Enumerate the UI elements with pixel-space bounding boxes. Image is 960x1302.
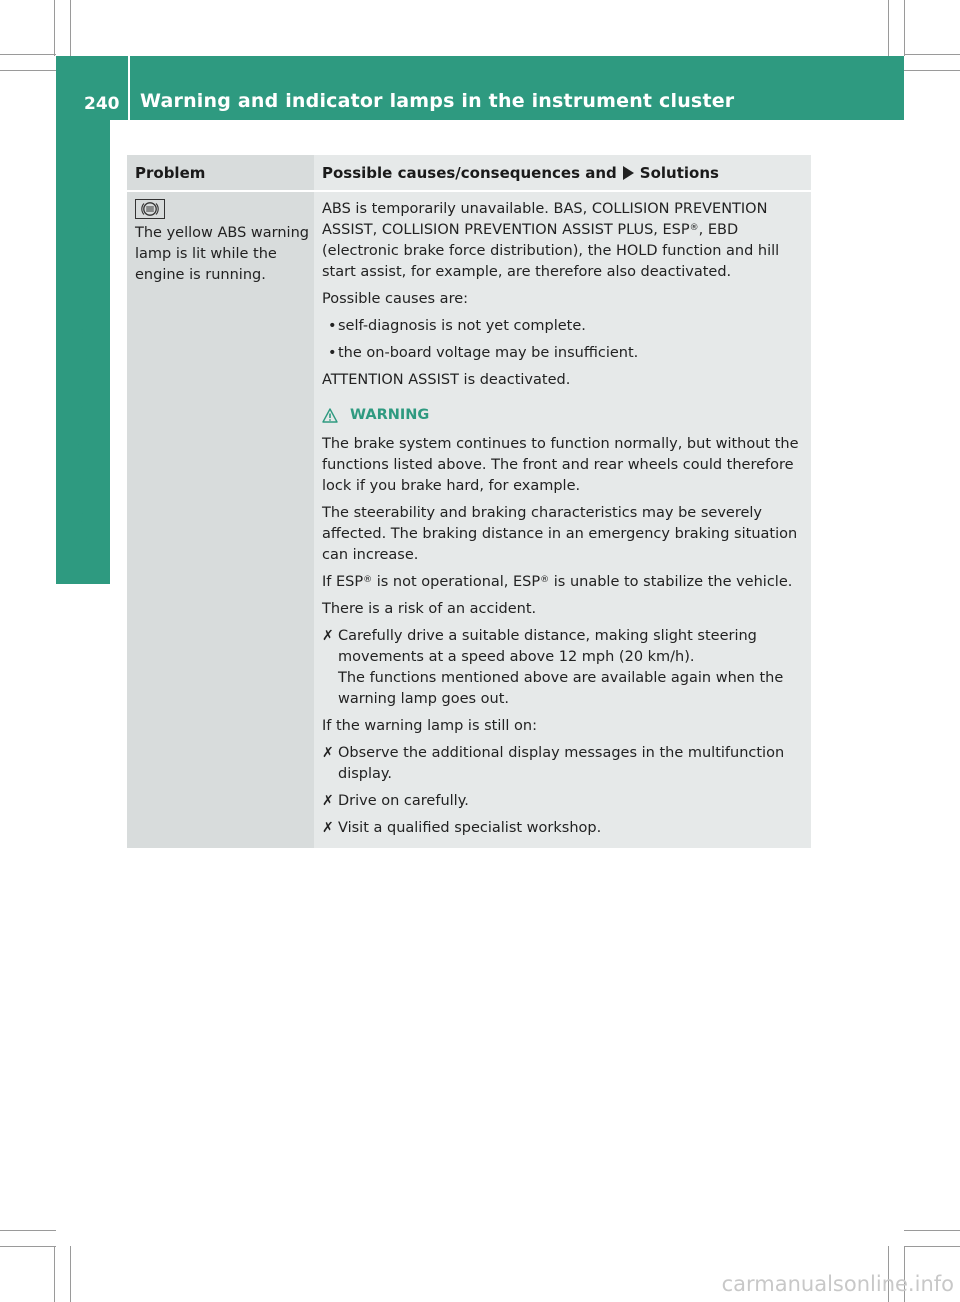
crop-mark	[904, 1246, 960, 1247]
crop-mark	[0, 70, 56, 71]
registered-mark: ®	[689, 223, 699, 233]
text: Observe the additional display messages in the multifunction display.	[338, 745, 785, 782]
table-header-row	[127, 155, 811, 192]
text: is unable to stabilize the vehicle.	[549, 574, 793, 590]
warning-triangle-icon	[322, 408, 338, 423]
crop-mark	[54, 0, 55, 56]
arrow-right-icon	[623, 166, 634, 180]
step-marker-icon: ✗	[322, 628, 334, 644]
paragraph: If the warning lamp is still on:	[322, 718, 537, 734]
crop-mark	[904, 1230, 960, 1231]
warning-label: WARNING	[350, 407, 430, 423]
paragraph: The brake system continues to function normally, but without the functions listed above. The front and rear wheels could therefore lock if you brake hard, for example.	[322, 436, 799, 494]
crop-mark	[0, 1246, 56, 1247]
abs-warning-icon	[135, 199, 165, 219]
text: Drive on carefully.	[338, 793, 469, 809]
crop-mark	[0, 54, 56, 55]
paragraph: The steerability and braking characteristics may be severely affected. The braking distance in an emergency braking situation can increase.	[322, 505, 798, 563]
header-divider	[128, 56, 130, 120]
problem-solutions-table	[127, 155, 811, 848]
text: is not operational, ESP	[372, 574, 541, 590]
section-title: On-board computer and displays	[71, 155, 95, 549]
text: ABS is temporarily unavailable. BAS, COLLISION PREVENTION ASSIST, COLLISION PREVENTION ASSIST PLUS, ESP	[322, 201, 768, 238]
solutions-cell	[322, 199, 808, 839]
crop-mark	[904, 54, 960, 55]
page-title: Warning and indicator lamps in the instrument cluster	[140, 90, 735, 112]
crop-mark	[70, 0, 71, 56]
step-marker-icon: ✗	[322, 820, 334, 836]
instruction-step	[322, 743, 808, 785]
header-solutions-prefix: Possible causes/consequences and	[322, 164, 617, 182]
page-header	[56, 56, 904, 120]
text: the on-board voltage may be insufficient.	[338, 345, 639, 361]
registered-mark: ®	[363, 575, 373, 585]
instruction-step	[322, 626, 808, 710]
step-marker-icon: ✗	[322, 745, 334, 761]
paragraph: Possible causes are:	[322, 291, 469, 307]
registered-mark: ®	[540, 575, 550, 585]
text: The functions mentioned above are available again when the warning lamp goes out.	[338, 670, 784, 707]
crop-mark	[888, 0, 889, 56]
header-solutions	[322, 164, 719, 182]
header-solutions-suffix: Solutions	[639, 164, 719, 182]
text: , EBD (electronic brake force distribution), the HOLD function and hill start assist, for example, are therefore also deactivated.	[322, 222, 780, 280]
instruction-step	[322, 818, 808, 839]
step-marker-icon: ✗	[322, 793, 334, 809]
page-number: 240	[84, 94, 120, 114]
paragraph	[322, 199, 808, 283]
crop-mark	[70, 1246, 71, 1302]
crop-mark	[904, 70, 960, 71]
text: Visit a qualified specialist workshop.	[338, 820, 602, 836]
crop-mark	[904, 0, 905, 56]
problem-description: The yellow ABS warning lamp is lit while the engine is running.	[135, 225, 309, 283]
text: Carefully drive a suitable distance, making slight steering movements at a speed above 12 mph (20 km/h).	[338, 628, 757, 665]
watermark: carmanualsonline.info	[721, 1272, 954, 1296]
paragraph	[322, 572, 808, 593]
problem-cell	[135, 199, 311, 286]
warning-heading	[322, 405, 808, 426]
paragraph: ATTENTION ASSIST is deactivated.	[322, 372, 571, 388]
header-problem: Problem	[135, 164, 206, 182]
text: self-diagnosis is not yet complete.	[338, 318, 586, 334]
list-item: •the on-board voltage may be insufficient.	[328, 345, 639, 361]
list-item: •self-diagnosis is not yet complete.	[328, 318, 586, 334]
text: If ESP	[322, 574, 364, 590]
paragraph: There is a risk of an accident.	[322, 601, 537, 617]
crop-mark	[0, 1230, 56, 1231]
instruction-step	[322, 791, 808, 812]
crop-mark	[54, 1246, 55, 1302]
